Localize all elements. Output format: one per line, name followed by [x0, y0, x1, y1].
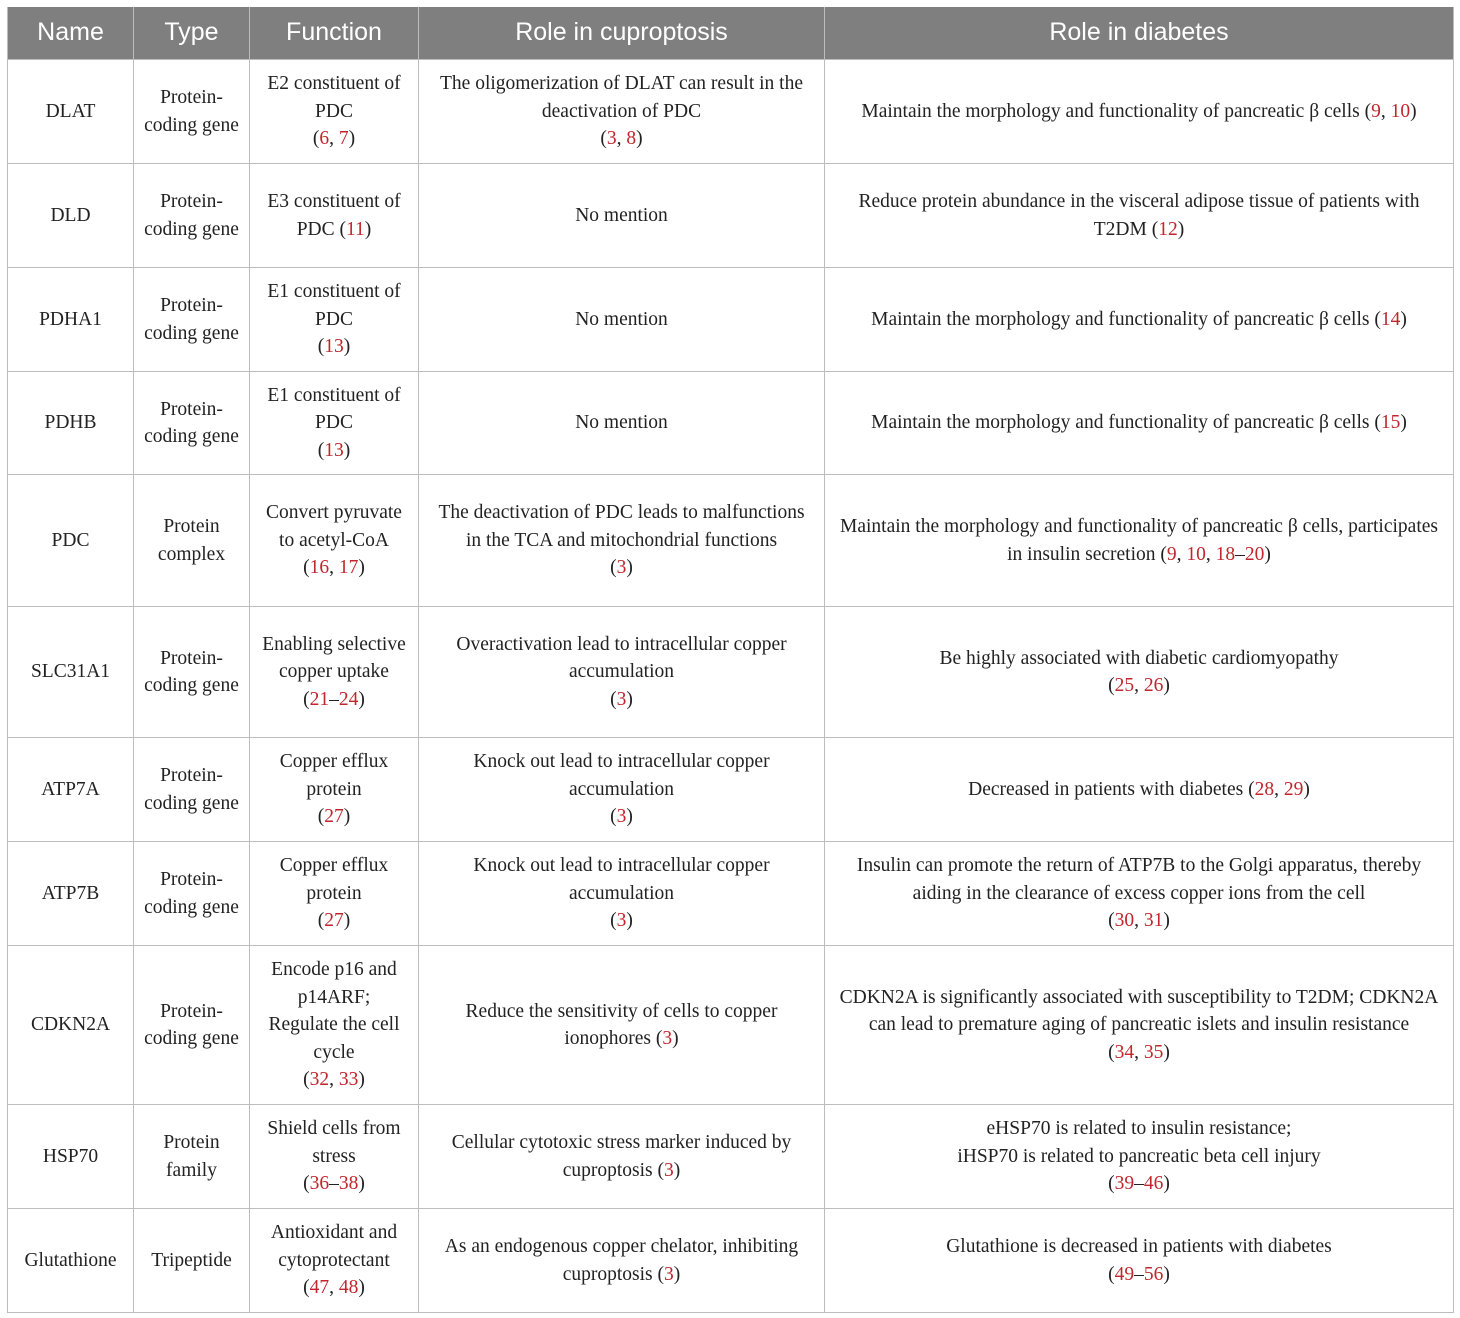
- reference-link[interactable]: 3: [664, 1159, 674, 1181]
- cell-line: [262, 554, 406, 582]
- cell-line: [429, 1233, 814, 1288]
- cell-role-in-diabetes: [825, 268, 1454, 372]
- cell-text: Decreased in patients with diabetes (: [968, 778, 1255, 800]
- cell-line: [262, 333, 406, 361]
- table-row: [8, 946, 1454, 1105]
- cell-name: Glutathione: [8, 1209, 134, 1313]
- cell-line: [835, 1261, 1443, 1289]
- reference-link[interactable]: 49: [1114, 1263, 1135, 1285]
- cell-line: [429, 409, 814, 437]
- reference-link[interactable]: 17: [338, 557, 359, 579]
- cell-role-in-cuproptosis: [419, 1209, 825, 1313]
- cell-text: (: [317, 910, 325, 932]
- cell-function: [250, 946, 419, 1105]
- cell-text: (: [600, 128, 607, 150]
- cell-text: The oligomerization of DLAT can result in the deactivation of PDC: [440, 73, 803, 122]
- reference-link[interactable]: 16: [309, 557, 330, 579]
- cell-text: ): [626, 910, 633, 932]
- cell-text: ): [626, 688, 633, 710]
- cell-text: (: [317, 439, 325, 461]
- table-row: [8, 164, 1454, 268]
- cell-text: (: [1108, 1173, 1115, 1195]
- cell-name: SLC31A1: [8, 607, 134, 738]
- cell-text: (: [317, 336, 325, 358]
- reference-link[interactable]: 12: [1158, 218, 1178, 240]
- cell-text: E1 constituent of PDC: [267, 384, 401, 434]
- cell-role-in-cuproptosis: [419, 268, 825, 372]
- cell-role-in-diabetes: [825, 946, 1454, 1105]
- cell-line: [262, 437, 406, 465]
- cell-text: ): [1410, 100, 1417, 122]
- reference-link[interactable]: 10: [1390, 100, 1411, 122]
- cell-line: [429, 1129, 814, 1184]
- reference-link[interactable]: 26: [1143, 675, 1164, 696]
- cell-type: Protein family: [134, 1105, 250, 1209]
- cell-text: ): [343, 806, 351, 828]
- cell-line: [262, 125, 406, 153]
- cell-text: Encode p16 and p14ARF; Regulate the cell cycle: [268, 959, 400, 1063]
- reference-link[interactable]: 32: [309, 1069, 330, 1091]
- cell-line: [262, 852, 406, 907]
- cell-type: Protein-coding gene: [134, 372, 250, 475]
- cell-text: ): [1264, 543, 1271, 565]
- cell-role-in-cuproptosis: [419, 946, 825, 1105]
- cell-role-in-cuproptosis: [419, 1105, 825, 1209]
- cell-text: ): [1163, 1041, 1170, 1063]
- cell-line: [835, 852, 1443, 907]
- cell-name: ATP7B: [8, 842, 134, 946]
- cell-text: –: [329, 1173, 339, 1195]
- cell-line: [835, 672, 1443, 700]
- cell-type: Protein complex: [134, 475, 250, 607]
- reference-link[interactable]: 48: [338, 1277, 359, 1299]
- cell-text: Reduce protein abundance in the visceral adipose tissue of patients with T2DM (: [858, 191, 1420, 240]
- cell-text: ): [364, 218, 372, 240]
- cell-line: [429, 907, 814, 935]
- table-row: [8, 372, 1454, 475]
- cell-function: [250, 164, 419, 268]
- table-row: [8, 60, 1454, 164]
- cell-text: Reduce the sensitivity of cells to copper ionophores (: [465, 1000, 778, 1049]
- cell-type: Protein-coding gene: [134, 842, 250, 946]
- cell-role-in-diabetes: [825, 842, 1454, 946]
- cell-text: (: [1108, 1263, 1115, 1285]
- cell-line: [429, 803, 814, 831]
- cell-line: [262, 1170, 406, 1198]
- reference-link[interactable]: 31: [1143, 910, 1164, 932]
- cell-text: (: [303, 1173, 310, 1195]
- header-type: Type: [134, 7, 250, 60]
- cell-text: The deactivation of PDC leads to malfunctions in the TCA and mitochondrial functions: [438, 502, 805, 551]
- cell-line: [835, 513, 1443, 568]
- cell-line: [835, 409, 1443, 437]
- reference-link[interactable]: 39: [1114, 1173, 1135, 1195]
- reference-link[interactable]: 18: [1215, 543, 1236, 565]
- cell-function: [250, 372, 419, 475]
- cell-role-in-diabetes: [825, 738, 1454, 842]
- cell-type: Protein-coding gene: [134, 60, 250, 164]
- table-header: [8, 7, 1454, 60]
- cell-line: [835, 645, 1443, 673]
- header-role-in-diabetes: Role in diabetes: [825, 7, 1454, 60]
- table-row: [8, 1105, 1454, 1209]
- cell-role-in-diabetes: [825, 1209, 1454, 1313]
- table-row: [8, 738, 1454, 842]
- cell-line: [429, 202, 814, 230]
- cell-line: [429, 748, 814, 803]
- cell-role-in-diabetes: [825, 607, 1454, 738]
- reference-link[interactable]: 24: [338, 688, 359, 710]
- cell-name: DLD: [8, 164, 134, 268]
- cell-line: [262, 499, 406, 554]
- cell-text: (: [610, 806, 617, 828]
- cell-text: Maintain the morphology and functionality of pancreatic β cells, participates in insulin secretion (: [840, 516, 1438, 565]
- cell-text: ,: [1134, 910, 1144, 932]
- cell-text: (: [303, 1069, 310, 1091]
- cell-line: [262, 1274, 406, 1302]
- cell-name: CDKN2A: [8, 946, 134, 1105]
- cell-text: ): [343, 336, 351, 358]
- cell-text: (: [1108, 910, 1115, 932]
- gene-table: [7, 7, 1454, 1313]
- cell-line: [262, 278, 406, 333]
- cell-text: Glutathione is decreased in patients with diabetes: [946, 1236, 1332, 1257]
- cell-text: E3 constituent of PDC (: [267, 191, 401, 240]
- table-row: [8, 268, 1454, 372]
- cell-line: [262, 686, 406, 714]
- cell-text: ,: [1205, 543, 1216, 565]
- reference-link[interactable]: 9: [1371, 100, 1381, 122]
- cell-line: [835, 1233, 1443, 1261]
- reference-link[interactable]: 36: [309, 1173, 330, 1195]
- cell-line: [262, 188, 406, 243]
- reference-link[interactable]: 14: [1380, 308, 1401, 330]
- reference-link[interactable]: 10: [1186, 543, 1206, 565]
- cell-line: [262, 631, 406, 686]
- cell-text: Copper efflux protein: [279, 855, 389, 904]
- cell-line: [262, 70, 406, 125]
- cell-line: [429, 631, 814, 686]
- cell-text: Convert pyruvate to acetyl-CoA: [266, 502, 402, 551]
- cell-line: [429, 998, 814, 1053]
- cell-function: [250, 1209, 419, 1313]
- cell-line: [262, 907, 406, 935]
- header-name: Name: [8, 7, 134, 60]
- cell-role-in-cuproptosis: [419, 372, 825, 475]
- cell-text: ,: [1380, 100, 1391, 122]
- table-row: [8, 607, 1454, 738]
- cell-text: No mention: [575, 204, 668, 226]
- cell-line: [835, 1039, 1443, 1067]
- cell-role-in-diabetes: [825, 372, 1454, 475]
- cell-role-in-cuproptosis: [419, 738, 825, 842]
- table-row: [8, 842, 1454, 946]
- cell-text: ): [343, 910, 351, 932]
- cell-line: [429, 125, 814, 153]
- cell-line: [835, 306, 1443, 334]
- cell-line: [429, 499, 814, 554]
- cell-text: Maintain the morphology and functionality of pancreatic β cells (: [871, 308, 1381, 330]
- cell-text: ): [626, 557, 633, 579]
- header-function: Function: [250, 7, 419, 60]
- reference-link[interactable]: 27: [324, 910, 344, 932]
- cell-line: [835, 188, 1443, 243]
- cell-function: [250, 60, 419, 164]
- cell-line: [262, 1219, 406, 1274]
- cell-text: ,: [616, 128, 627, 150]
- cell-text: (: [610, 910, 617, 932]
- cell-text: ): [1177, 218, 1185, 240]
- cell-text: ): [673, 1159, 681, 1181]
- reference-link[interactable]: 3: [662, 1028, 673, 1049]
- cell-line: [429, 70, 814, 125]
- cell-text: ,: [329, 557, 339, 579]
- cell-type: Tripeptide: [134, 1209, 250, 1313]
- cell-text: (: [303, 688, 310, 710]
- cell-text: ): [673, 1263, 681, 1285]
- cell-text: ,: [1134, 675, 1144, 696]
- reference-link[interactable]: 3: [664, 1263, 674, 1285]
- cell-text: ): [358, 688, 365, 710]
- cell-text: CDKN2A is significantly associated with susceptibility to T2DM; CDKN2A can lead to premature aging of pancreatic islets and insulin resistance: [839, 986, 1439, 1036]
- reference-link[interactable]: 3: [616, 910, 627, 932]
- cell-text: ): [636, 128, 643, 150]
- cell-type: Protein-coding gene: [134, 738, 250, 842]
- reference-link[interactable]: 13: [324, 439, 344, 461]
- cell-text: (: [303, 1277, 310, 1299]
- cell-role-in-diabetes: [825, 164, 1454, 268]
- cell-text: ): [1163, 910, 1170, 932]
- cell-role-in-cuproptosis: [419, 164, 825, 268]
- cell-type: Protein-coding gene: [134, 607, 250, 738]
- cell-function: [250, 475, 419, 607]
- cell-name: PDHB: [8, 372, 134, 475]
- cell-role-in-cuproptosis: [419, 842, 825, 946]
- cell-role-in-cuproptosis: [419, 475, 825, 607]
- reference-link[interactable]: 25: [1114, 675, 1135, 696]
- cell-name: PDHA1: [8, 268, 134, 372]
- cell-name: ATP7A: [8, 738, 134, 842]
- cell-text: ): [358, 1173, 365, 1195]
- cell-line: [835, 776, 1443, 804]
- cell-text: Maintain the morphology and functionality of pancreatic β cells (: [871, 412, 1381, 434]
- cell-line: [429, 852, 814, 907]
- cell-function: [250, 607, 419, 738]
- cell-line: [429, 554, 814, 582]
- cell-text: (: [610, 557, 617, 579]
- cell-line: [835, 984, 1443, 1039]
- cell-role-in-diabetes: [825, 1105, 1454, 1209]
- reference-link[interactable]: 34: [1114, 1041, 1135, 1063]
- cell-text: iHSP70 is related to pancreatic beta cell injury: [957, 1145, 1321, 1167]
- cell-text: No mention: [575, 412, 668, 434]
- cell-role-in-diabetes: [825, 60, 1454, 164]
- reference-link[interactable]: 28: [1254, 778, 1275, 800]
- cell-text: ): [358, 1277, 365, 1299]
- cell-text: ): [672, 1028, 679, 1049]
- cell-text: (: [312, 128, 320, 150]
- cell-type: Protein-coding gene: [134, 946, 250, 1105]
- cell-text: (: [1108, 1041, 1115, 1063]
- reference-link[interactable]: 30: [1114, 910, 1135, 932]
- cell-text: (: [317, 806, 325, 828]
- cell-line: [429, 306, 814, 334]
- cell-text: ,: [1134, 1041, 1144, 1063]
- table-body: [8, 60, 1454, 1313]
- cell-text: Be highly associated with diabetic cardiomyopathy: [939, 647, 1339, 669]
- cell-name: HSP70: [8, 1105, 134, 1209]
- reference-link[interactable]: 11: [346, 218, 365, 240]
- cell-text: Copper efflux protein: [279, 751, 389, 800]
- reference-link[interactable]: 33: [338, 1069, 359, 1091]
- cell-text: Enabling selective copper uptake: [262, 633, 406, 683]
- cell-line: [835, 1170, 1443, 1198]
- cell-text: ,: [329, 1277, 339, 1299]
- cell-function: [250, 842, 419, 946]
- cell-text: Shield cells from stress: [267, 1118, 401, 1167]
- cell-text: eHSP70 is related to insulin resistance;: [986, 1118, 1292, 1140]
- cell-name: PDC: [8, 475, 134, 607]
- reference-link[interactable]: 8: [626, 128, 637, 150]
- reference-link[interactable]: 15: [1380, 412, 1401, 434]
- cell-text: ,: [1274, 778, 1284, 800]
- reference-link[interactable]: 3: [606, 128, 617, 150]
- reference-link[interactable]: 9: [1166, 543, 1177, 565]
- cell-text: –: [1134, 1173, 1144, 1195]
- cell-text: Knock out lead to intracellular copper accumulation: [473, 855, 770, 904]
- cell-line: [835, 907, 1443, 935]
- cell-text: ): [358, 557, 365, 579]
- cell-text: ): [626, 806, 633, 828]
- cell-text: ): [1400, 412, 1407, 434]
- cell-text: Insulin can promote the return of ATP7B to the Golgi apparatus, thereby aiding in the clearance of excess copper ions from the cell: [856, 855, 1422, 904]
- reference-link[interactable]: 3: [616, 557, 627, 579]
- cell-text: ): [348, 128, 356, 150]
- cell-text: ): [343, 439, 351, 461]
- header-role-in-cuproptosis: Role in cuproptosis: [419, 7, 825, 60]
- reference-link[interactable]: 6: [319, 128, 330, 150]
- reference-link[interactable]: 47: [309, 1277, 330, 1299]
- cell-text: E2 constituent of PDC: [267, 73, 401, 122]
- reference-link[interactable]: 38: [338, 1173, 359, 1195]
- reference-link[interactable]: 3: [616, 806, 627, 828]
- cell-role-in-cuproptosis: [419, 60, 825, 164]
- cell-text: –: [329, 688, 339, 710]
- cell-text: ): [1163, 1173, 1170, 1195]
- reference-link[interactable]: 3: [616, 688, 627, 710]
- cell-type: Protein-coding gene: [134, 164, 250, 268]
- cell-line: [262, 748, 406, 803]
- cell-text: Antioxidant and cytoprotectant: [270, 1222, 398, 1271]
- cell-text: ): [1163, 675, 1170, 696]
- cell-line: [262, 1115, 406, 1170]
- cell-role-in-diabetes: [825, 475, 1454, 607]
- table-row: [8, 475, 1454, 607]
- cell-text: (: [610, 688, 617, 710]
- cell-text: Knock out lead to intracellular copper accumulation: [473, 751, 770, 800]
- cell-line: [262, 1066, 406, 1094]
- cell-text: (: [303, 557, 310, 579]
- cell-text: ): [1303, 778, 1310, 800]
- cell-text: ): [358, 1069, 365, 1091]
- reference-link[interactable]: 27: [324, 806, 344, 828]
- cell-text: Maintain the morphology and functionality of pancreatic β cells (: [861, 100, 1372, 122]
- cell-text: (: [1108, 675, 1115, 696]
- table-row: [8, 1209, 1454, 1313]
- reference-link[interactable]: 21: [309, 688, 330, 710]
- cell-text: Overactivation lead to intracellular copper accumulation: [456, 633, 787, 683]
- cell-text: No mention: [575, 308, 668, 330]
- cell-line: [835, 98, 1443, 126]
- reference-link[interactable]: 20: [1244, 543, 1265, 565]
- reference-link[interactable]: 56: [1143, 1263, 1164, 1285]
- cell-line: [835, 1143, 1443, 1171]
- cell-line: [262, 382, 406, 437]
- cell-line: [835, 1115, 1443, 1143]
- cell-text: As an endogenous copper chelator, inhibiting cuproptosis (: [444, 1236, 799, 1285]
- cell-text: Cellular cytotoxic stress marker induced by cuproptosis (: [451, 1132, 792, 1181]
- header-row: [8, 7, 1454, 60]
- cell-text: ,: [329, 1069, 339, 1091]
- cell-text: E1 constituent of PDC: [267, 281, 401, 330]
- cell-text: ): [1400, 308, 1407, 330]
- cell-line: [262, 803, 406, 831]
- reference-link[interactable]: 29: [1283, 778, 1304, 800]
- cell-line: [262, 956, 406, 1066]
- reference-link[interactable]: 35: [1143, 1041, 1164, 1063]
- cell-function: [250, 1105, 419, 1209]
- cell-text: ,: [329, 128, 339, 150]
- cell-text: –: [1134, 1263, 1144, 1285]
- cell-function: [250, 268, 419, 372]
- cell-text: ): [1163, 1263, 1170, 1285]
- cell-text: ,: [1176, 543, 1187, 565]
- reference-link[interactable]: 46: [1143, 1173, 1164, 1195]
- reference-link[interactable]: 13: [324, 336, 344, 358]
- cell-text: –: [1235, 543, 1245, 565]
- reference-link[interactable]: 7: [338, 128, 349, 150]
- cell-line: [429, 686, 814, 714]
- cell-role-in-cuproptosis: [419, 607, 825, 738]
- cell-name: DLAT: [8, 60, 134, 164]
- cell-type: Protein-coding gene: [134, 268, 250, 372]
- cell-function: [250, 738, 419, 842]
